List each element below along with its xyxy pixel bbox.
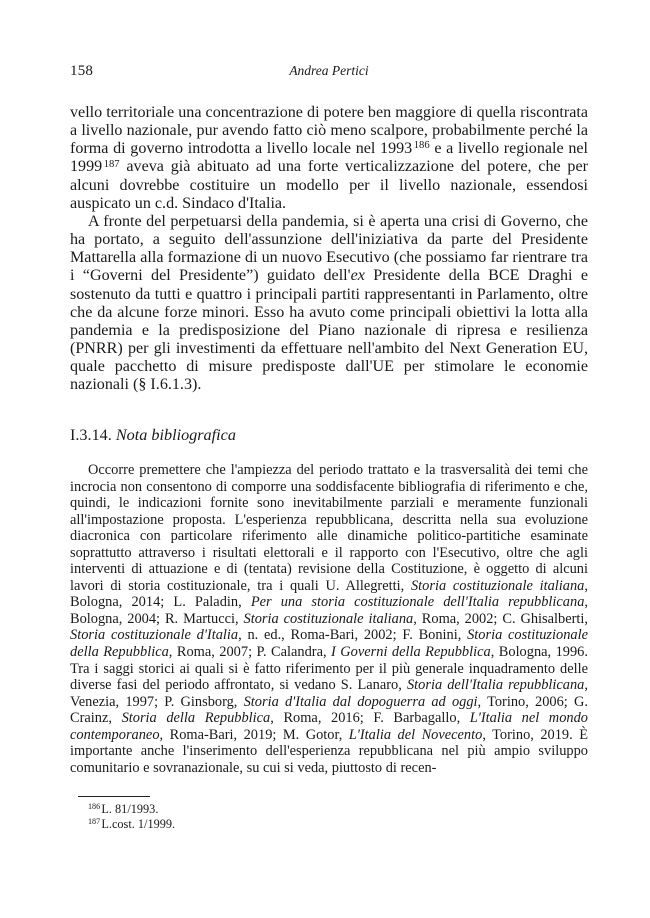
note-text-9: , Torino, 2006; G. Crainz,: [70, 693, 588, 727]
note-text-8: , Venezia, 1997; P. Ginsborg,: [70, 677, 588, 710]
footnote-186: [70, 802, 588, 817]
note-title-4: Storia costituzionale d'Italia: [70, 627, 239, 644]
footnote-ref-187[interactable]: 187: [103, 158, 120, 170]
note-title-9: Storia della Repubblica: [121, 710, 271, 727]
footnote-area: [70, 796, 588, 832]
page-header: [70, 62, 588, 80]
footnote-text-186: L. 81/1993.: [101, 802, 159, 816]
footnote-ref-186[interactable]: 186: [413, 140, 430, 152]
body-text: [70, 104, 588, 395]
note-text-4: , Roma, 2002; C. Ghisalberti,: [413, 610, 588, 627]
note-paragraph: [70, 462, 588, 776]
section-title: Nota bibliografica: [115, 426, 236, 444]
note-title-10: L'Italia nel mondo contemporaneo: [70, 710, 588, 743]
paragraph-2-text-a: A fronte del perpetuarsi della pandemia, si è aperta una crisi di Governo, che ha portato, a seguito dell'assunzione dell'iniziativa da parte del Presidente Mattarella alla formazione di un nuovo Esecutivo (che possiamo far rientrare tra i “Governi del Presidente”) guidato dell': [70, 212, 588, 285]
footnote-187: [70, 817, 588, 832]
page-number: 158: [70, 63, 94, 79]
footnote-mark-187: 187: [88, 817, 101, 827]
note-text-3: , Bologna, 2004; R. Martucci,: [70, 594, 588, 627]
note-title-6: I Governi della Repubblica: [331, 644, 491, 661]
paragraph-2-text-b: Presidente della BCE Draghi e sostenuto da tutti e quattro i principali partiti rappresentanti in Parlamento, oltre che da alcune forze minori. Esso ha avuto come principali obiettivi la lotta alla pandemia e la predisposizione del Piano nazionale di ripresa e resilienza (PNRR) per gli investimenti da effettuare nell'ambito del Next Generation EU, quale pacchetto di misure predisposte dall'UE per stimolare le economie nazionali (§ I.6.1.3).: [70, 267, 588, 394]
note-text-5: , n. ed., Roma-Bari, 2002; F. Bonini,: [238, 627, 468, 644]
paragraph-1-text-a: vello territoriale una concentrazione di potere ben maggiore di quella riscontrata a livello nazionale, pur avendo fatto ciò meno scalpore, probabilmente perché la forma di governo introdotta a livello locale nel 1993: [70, 104, 588, 158]
footnote-text-187: L.cost. 1/1999.: [101, 817, 176, 832]
paragraph-2-emphasis: ex: [350, 267, 365, 285]
section-number: I.3.14.: [70, 426, 112, 444]
note-title-5: Storia costituzionale della Repubblica: [70, 627, 588, 661]
note-text-12: , Torino, 2019. È importante anche l'inserimento dell'esperienza repubblicana nel più ampio sviluppo comunitario e sovranazionale, su cui si veda, piuttosto di recen-: [70, 726, 588, 776]
footnote-mark-186: 186: [88, 802, 101, 812]
note-title-8: Storia d'Italia dal dopoguerra ad oggi: [243, 693, 478, 710]
note-title-11: L'Italia del Novecento: [348, 726, 483, 743]
note-text-1: Occorre premettere che l'ampiezza del periodo trattato e la trasversalità dei temi che incrocia non consentono di comporre una soddisfacente bibliografia di riferimento e che, quindi, le indicazioni fornite sono inevitabilmente parziali e meramente funzionali all'impostazione proposta. L'esperienza repubblicana, descritta nella sua evoluzione diacronica con particolare riferimento alle dinamiche politico-partitiche esaminate soprattutto attraverso i risultati elettorali e il rapporto con l'Esecutivo, oltre che agli interventi di attuazione e di (tentata) revisione della Costituzione, è oggetto di alcuni lavori di storia costituzionale, tra i quali U. Allegretti,: [70, 462, 588, 594]
running-head: Andrea Pertici: [289, 63, 369, 78]
note-text-2: , Bologna, 2014; L. Paladin,: [70, 577, 588, 611]
note-title-3: Storia costituzionale italiana: [243, 610, 414, 627]
note-title-2: Per una storia costituzionale dell'Italia repubblicana: [250, 594, 585, 611]
note-text-6: , Roma, 2007; P. Calandra,: [168, 644, 332, 661]
note-text-11: , Roma-Bari, 2019; M. Gotor,: [159, 726, 349, 743]
paragraph-2: [70, 213, 588, 395]
note-text-7: , Bologna, 1996. Tra i saggi storici ai quali si è fatto riferimento per il più generale inquadramento delle diverse fasi del periodo affrontato, si vedano S. Lanaro,: [70, 644, 588, 694]
note-title-7: Storia dell'Italia repubblicana: [406, 677, 585, 694]
note-title-1: Storia costituzionale italiana: [410, 577, 585, 594]
paragraph-1-text-c: aveva già abituato ad una forte verticalizzazione del potere, che per alcuni dovrebbe costituire un modello per il livello nazionale, essendosi auspicato un c.d. Sindaco d'Italia.: [70, 158, 588, 212]
paragraph-continuation: [70, 104, 588, 213]
footnote-separator-rule: [78, 796, 150, 797]
paragraph-1-text-b: e a livello regionale nel 1999: [70, 140, 589, 176]
note-text-10: , Roma, 2016; F. Barbagallo,: [270, 710, 470, 727]
bibliographic-note: [70, 462, 588, 776]
section-heading: [70, 425, 588, 445]
